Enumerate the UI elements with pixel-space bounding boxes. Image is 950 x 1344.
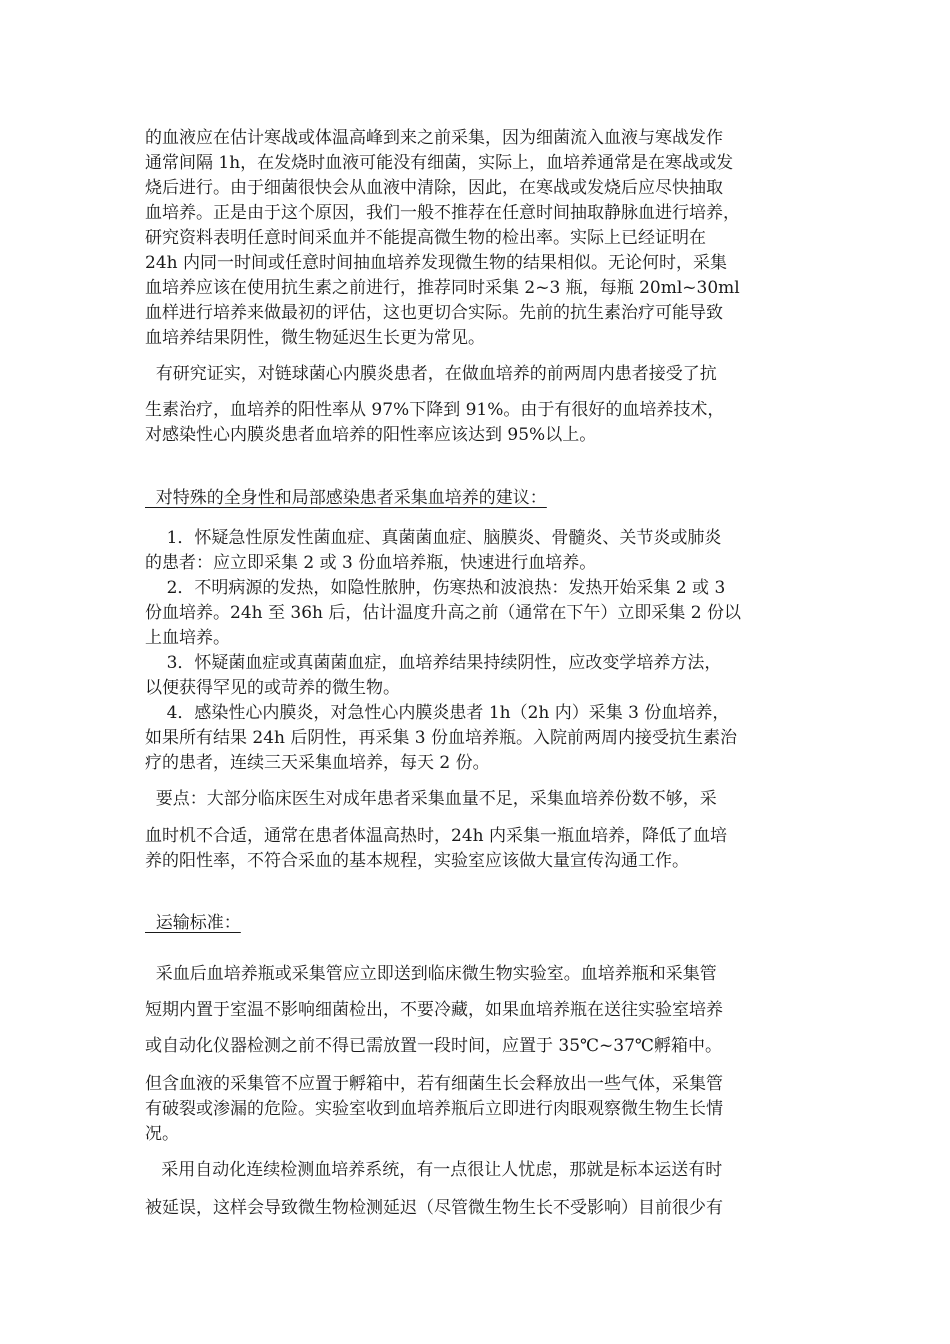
text-line: 血培养结果阴性，微生物延迟生长更为常见。	[145, 328, 485, 348]
text-line: 短期内置于室温不影响细菌检出，不要冷藏，如果血培养瓶在送往实验室培养	[145, 1000, 723, 1020]
text-line: 上血培养。	[145, 628, 230, 648]
text-line: 况。	[145, 1124, 179, 1144]
section-heading: 对特殊的全身性和局部感染患者采集血培养的建议：	[145, 488, 547, 508]
text-line: 研究资料表明任意时间采血并不能提高微生物的检出率。实际上已经证明在	[145, 228, 706, 248]
list-item: 4．感染性心内膜炎，对急性心内膜炎患者 1h（2h 内）采集 3 份血培养，	[145, 703, 730, 723]
text-line: 有研究证实，对链球菌心内膜炎患者，在做血培养的前两周内患者接受了抗	[145, 364, 717, 384]
text-line: 被延误，这样会导致微生物检测延迟（尽管微生物生长不受影响）目前很少有	[145, 1198, 723, 1218]
text-line: 烧后进行。由于细菌很快会从血液中清除，因此，在寒战或发烧后应尽快抽取	[145, 178, 723, 198]
text-line: 血培养应该在使用抗生素之前进行，推荐同时采集 2~3 瓶，每瓶 20ml~30ml	[145, 278, 740, 298]
text-line: 对感染性心内膜炎患者血培养的阳性率应该达到 95%以上。	[145, 425, 597, 445]
text-line: 以便获得罕见的或苛养的微生物。	[145, 678, 400, 698]
list-item: 1．怀疑急性原发性菌血症、真菌菌血症、脑膜炎、骨髓炎、关节炎或肺炎	[145, 528, 722, 548]
text-line: 疗的患者，连续三天采集血培养，每天 2 份。	[145, 753, 490, 773]
text-line: 要点：大部分临床医生对成年患者采集血量不足，采集血培养份数不够，采	[145, 789, 717, 809]
text-line: 的血液应在估计寒战或体温高峰到来之前采集，因为细菌流入血液与寒战发作	[145, 128, 723, 148]
text-line: 血样进行培养来做最初的评估，这也更切合实际。先前的抗生素治疗可能导致	[145, 303, 723, 323]
text-line: 养的阳性率，不符合采血的基本规程，实验室应该做大量宣传沟通工作。	[145, 851, 689, 871]
text-line: 通常间隔 1h，在发烧时血液可能没有细菌，实际上，血培养通常是在寒战或发	[145, 153, 734, 173]
list-item: 3．怀疑菌血症或真菌菌血症，血培养结果持续阴性，应改变学培养方法，	[145, 653, 722, 673]
text-line: 但含血液的采集管不应置于孵箱中，若有细菌生长会释放出一些气体，采集管	[145, 1074, 723, 1094]
text-line: 24h 内同一时间或任意时间抽血培养发现微生物的结果相似。无论何时，采集	[145, 253, 727, 273]
text-line: 如果所有结果 24h 后阴性，再采集 3 份血培养瓶。入院前两周内接受抗生素治	[145, 728, 738, 748]
text-line: 血时机不合适，通常在患者体温高热时，24h 内采集一瓶血培养，降低了血培	[145, 826, 727, 846]
list-item: 2．不明病源的发热，如隐性脓肿，伤寒热和波浪热：发热开始采集 2 或 3	[145, 578, 726, 598]
text-line: 采用自动化连续检测血培养系统，有一点很让人忧虑，那就是标本运送有时	[145, 1160, 723, 1180]
text-line: 血培养。正是由于这个原因，我们一般不推荐在任意时间抽取静脉血进行培养，	[145, 203, 740, 223]
text-line: 的患者：应立即采集 2 或 3 份血培养瓶，快速进行血培养。	[145, 553, 597, 573]
text-line: 采血后血培养瓶或采集管应立即送到临床微生物实验室。血培养瓶和采集管	[145, 964, 717, 984]
text-line: 份血培养。24h 至 36h 后，估计温度升高之前（通常在下午）立即采集 2 份以	[145, 603, 741, 623]
section-heading: 运输标准：	[145, 913, 241, 933]
text-line: 或自动化仪器检测之前不得已需放置一段时间，应置于 35℃~37℃孵箱中。	[145, 1036, 722, 1056]
text-line: 生素治疗，血培养的阳性率从 97%下降到 91%。由于有很好的血培养技术，	[145, 400, 725, 420]
text-line: 有破裂或渗漏的危险。实验室收到血培养瓶后立即进行肉眼观察微生物生长情	[145, 1099, 723, 1119]
